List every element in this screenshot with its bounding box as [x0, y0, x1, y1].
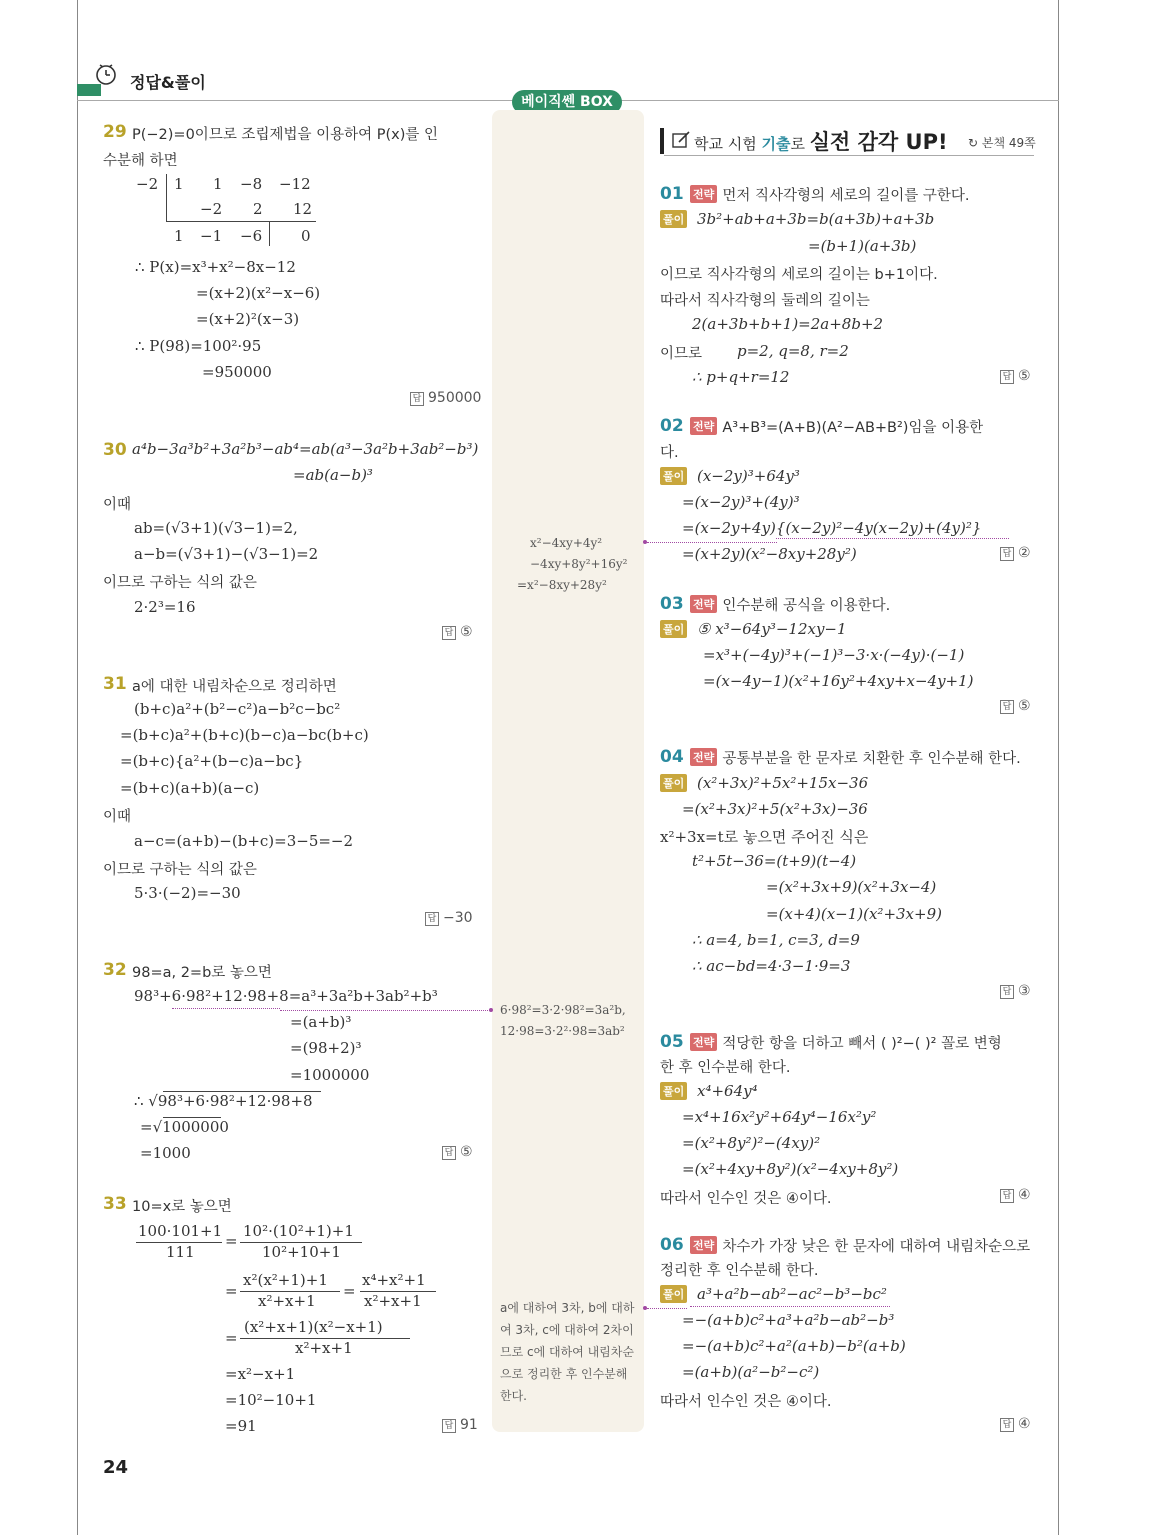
- q04-line5: =(x²+3x+9)(x²+3x−4): [766, 878, 937, 896]
- q01-line6b: p=2, q=8, r=2: [737, 342, 849, 360]
- q06-underline: [690, 1306, 890, 1307]
- q06-line4: =(a+b)(a²−b²−c²): [682, 1363, 820, 1381]
- sd-vline: [166, 174, 167, 222]
- q02-line2: =(x−2y)³+(4y)³: [682, 493, 800, 511]
- right-ref: [968, 134, 1036, 151]
- q33-frac3-den: x²+x+1: [258, 1292, 316, 1310]
- q33-line1: 10=x로 놓으면: [132, 1199, 232, 1215]
- left-margin-line: [77, 0, 78, 1535]
- strategy-tag: 전략: [690, 595, 717, 613]
- answer-marker: 답: [442, 626, 456, 640]
- box-note-4: 6·98²=3·2·98²=3a²b,: [500, 1003, 626, 1017]
- q29-line2: =(x+2)(x²−x−6): [196, 284, 321, 302]
- q02-underline: [776, 538, 1009, 539]
- q30-line6: 이므로 구하는 식의 값은: [103, 575, 257, 591]
- right-title-key: 기출: [761, 135, 791, 153]
- q30-line2: =ab(a−b)³: [293, 466, 373, 484]
- sd-r1c3: −8: [240, 175, 263, 193]
- q29-line4: ∴ P(98)=100²·95: [135, 337, 262, 355]
- solution-tag: 풀이: [660, 467, 687, 485]
- q05-line3: =(x²+8y²)²−(4xy)²: [682, 1134, 821, 1152]
- page-number: 24: [103, 1457, 129, 1478]
- q31-answer-value: −30: [443, 910, 473, 926]
- q03-sol-tag: [660, 620, 687, 639]
- q03-strategy: [690, 594, 890, 615]
- q33-line7: =10²−10+1: [225, 1391, 317, 1409]
- q32-line6: ∴ √98³+6·98²+12·98+8: [134, 1092, 313, 1110]
- q32-line8: =1000: [140, 1144, 191, 1162]
- sd-r3c2: −1: [200, 227, 223, 245]
- strategy-tag: 전략: [690, 1236, 717, 1254]
- q32-sqrt-bar2: [163, 1117, 221, 1118]
- box-note-1: x²−4xy+4y²: [530, 536, 603, 550]
- right-ref-text: 본책 49쪽: [981, 136, 1036, 150]
- q33-line6: =x²−x+1: [225, 1365, 296, 1383]
- q30-line3: 이때: [103, 497, 132, 513]
- q02-sol-tag: [660, 467, 687, 486]
- solution-tag: 풀이: [660, 1082, 687, 1100]
- q32-line1: 98=a, 2=b로 놓으면: [132, 965, 272, 981]
- q05-line1: x⁴+64y⁴: [697, 1082, 758, 1100]
- q33-number: 33: [103, 1194, 127, 1214]
- right-title-mid: 로: [790, 135, 810, 153]
- answer-marker: 답: [425, 912, 439, 926]
- answer-marker: 답: [442, 1146, 456, 1160]
- refresh-icon: ↻: [968, 136, 982, 150]
- q32-underline: [172, 1008, 280, 1009]
- q02-answer: [1000, 545, 1031, 561]
- q33-answer-value: 91: [460, 1417, 478, 1433]
- q01-line6: 이므로: [660, 346, 703, 362]
- answer-marker: 답: [410, 392, 424, 406]
- q04-line8: ∴ ac−bd=4·3−1·9=3: [692, 957, 851, 975]
- q01-line1: 3b²+ab+a+3b=b(a+3b)+a+3b: [697, 210, 935, 228]
- q05-strategy-text2: 한 후 인수분해 한다.: [660, 1060, 791, 1076]
- q33-frac2-den: 10²+10+1: [262, 1243, 341, 1261]
- q05-answer: [1000, 1187, 1031, 1203]
- sd-box-v: [269, 222, 270, 246]
- q32-line3: =(a+b)³: [290, 1013, 352, 1031]
- q06-strategy: [690, 1235, 1030, 1256]
- eq-sign: =: [225, 1329, 238, 1347]
- q30-answer-value: ⑤: [460, 624, 473, 640]
- q06-line1: a³+a²b−ab²−ac²−b³−bc²: [697, 1285, 887, 1303]
- clock-icon: [94, 62, 118, 90]
- strategy-tag: 전략: [690, 1033, 717, 1051]
- q03-line2: =x³+(−4y)³+(−1)³−3·x·(−4y)·(−1): [703, 646, 965, 664]
- q01-line7: ∴ p+q+r=12: [692, 368, 790, 386]
- answer-marker: 답: [1000, 700, 1014, 714]
- q02-line4: =(x+2y)(x²−8xy+28y²): [682, 545, 857, 563]
- box-label: 베이직쎈 BOX: [512, 90, 622, 114]
- q31-line3: =(b+c)a²+(b+c)(b−c)a−bc(b+c): [120, 726, 369, 744]
- q32-line4: =(98+2)³: [290, 1039, 362, 1057]
- solution-tag: 풀이: [660, 774, 687, 792]
- q31-number: 31: [103, 674, 127, 694]
- q03-line1: ⑤ x³−64y³−12xy−1: [697, 620, 847, 638]
- q02-strategy: [690, 416, 983, 437]
- q05-sol-tag: [660, 1082, 687, 1101]
- q04-line7: ∴ a=4, b=1, c=3, d=9: [692, 931, 860, 949]
- answer-marker: 답: [1000, 1418, 1014, 1432]
- q01-answer-value: ⑤: [1018, 368, 1031, 384]
- q01-line2: =(b+1)(a+3b): [808, 237, 917, 255]
- q06-strategy-text2: 정리한 후 인수분해 한다.: [660, 1263, 819, 1279]
- q31-line6: 이때: [103, 809, 132, 825]
- q06-line3: =−(a+b)c²+a²(a+b)−b²(a+b): [682, 1337, 906, 1355]
- right-title: [694, 126, 948, 156]
- q04-strategy: [690, 747, 1021, 768]
- q33-frac3-num: x²(x²+1)+1: [243, 1271, 328, 1289]
- q06-answer: [1000, 1416, 1031, 1432]
- q31-line1: a에 대한 내림차순으로 정리하면: [132, 679, 337, 695]
- q32-line7: =√1000000: [140, 1118, 229, 1136]
- sd-r2c2: −2: [200, 200, 223, 218]
- q01-number: 01: [660, 184, 684, 204]
- strategy-tag: 전략: [690, 417, 717, 435]
- box-note-leader: [647, 542, 777, 543]
- q04-answer-value: ③: [1018, 983, 1031, 999]
- q02-line3: =(x−2y+4y){(x−2y)²−4y(x−2y)+(4y)²}: [682, 519, 982, 537]
- q31-line8: 이므로 구하는 식의 값은: [103, 862, 257, 878]
- answer-marker: 답: [442, 1419, 456, 1433]
- strategy-tag: 전략: [690, 748, 717, 766]
- q33-frac5-num: (x²+x+1)(x²−x+1): [244, 1318, 383, 1336]
- q01-strategy-text: 먼저 직사각형의 세로의 길이를 구한다.: [722, 188, 970, 204]
- q31-answer: [425, 910, 473, 926]
- q02-number: 02: [660, 416, 684, 436]
- q33-frac2-num: 10²·(10²+1)+1: [243, 1222, 354, 1240]
- q02-strategy-text: A³+B³=(A+B)(A²−AB+B²)임을 이용한: [722, 420, 984, 436]
- right-margin-line: [1058, 0, 1059, 1535]
- q01-answer: [1000, 368, 1031, 384]
- q30-answer: [442, 624, 473, 640]
- box-note-6: a에 대하여 3차, b에 대하여 3차, c에 대하여 2차이므로 c에 대하여 내림차순으로 정리한 후 인수분해 한다.: [500, 1301, 635, 1403]
- sd-r1c4: −12: [279, 175, 311, 193]
- q33-frac4-num: x⁴+x²+1: [362, 1271, 426, 1289]
- q01-line4: 따라서 직사각형의 둘레의 길이는: [660, 293, 870, 309]
- q03-line3: =(x−4y−1)(x²+16y²+4xy+x−4y+1): [703, 672, 974, 690]
- right-title-bar: [660, 128, 664, 154]
- q05-line5: 따라서 인수인 것은 ④이다.: [660, 1191, 832, 1207]
- answer-marker: 답: [1000, 1189, 1014, 1203]
- right-title-rule: [664, 155, 1034, 156]
- q33-frac5-den: x²+x+1: [295, 1339, 353, 1357]
- box-note-3: =x²−8xy+28y²: [517, 578, 607, 592]
- q01-strategy: [690, 184, 970, 205]
- strategy-tag: 전략: [690, 185, 717, 203]
- q32-answer-value: ⑤: [460, 1144, 473, 1160]
- eq-sign: =: [225, 1232, 238, 1250]
- q32-answer: [442, 1144, 473, 1160]
- sd-r3c4: 0: [301, 227, 311, 245]
- q30-line7: 2·2³=16: [134, 598, 196, 616]
- q04-line3: x²+3x=t로 놓으면 주어진 식은: [660, 828, 869, 846]
- q06-line5: 따라서 인수인 것은 ④이다.: [660, 1394, 832, 1410]
- q31-line5: =(b+c)(a+b)(a−c): [120, 779, 260, 797]
- sd-root: −2: [136, 175, 159, 193]
- q02-strategy-text2: 다.: [660, 445, 679, 461]
- q05-strategy: [690, 1032, 1002, 1053]
- q33-line8: =91: [225, 1417, 257, 1435]
- sd-r3c1: 1: [174, 227, 184, 245]
- q29-intro: P(−2)=0이므로 조립제법을 이용하여 P(x)를 인: [132, 127, 438, 143]
- sd-r1c1: 1: [174, 175, 184, 193]
- q03-answer-value: ⑤: [1018, 698, 1031, 714]
- q04-number: 04: [660, 747, 684, 767]
- q06-line2: =−(a+b)c²+a³+a²b−ab²−b³: [682, 1311, 895, 1329]
- sd-r1c2: 1: [213, 175, 223, 193]
- q32-line5: =1000000: [290, 1066, 370, 1084]
- answer-marker: 답: [1000, 985, 1014, 999]
- q01-line3: 이므로 직사각형의 세로의 길이는 b+1이다.: [660, 267, 938, 283]
- q03-answer: [1000, 698, 1031, 714]
- sd-r3c3: −6: [240, 227, 263, 245]
- q30-line4: ab=(√3+1)(√3−1)=2,: [134, 519, 298, 537]
- q06-strategy-text: 차수가 가장 낮은 한 문자에 대하여 내림차순으로: [722, 1239, 1031, 1255]
- q29-line5: =950000: [202, 363, 272, 381]
- section-title: 정답&풀이: [130, 73, 206, 92]
- q06-number: 06: [660, 1235, 684, 1255]
- pencil-note-icon: [671, 130, 691, 154]
- solution-tag: 풀이: [660, 1285, 687, 1303]
- sd-r2c4: 12: [293, 200, 313, 218]
- sd-r2c3: 2: [253, 200, 263, 218]
- box-note-leader-2: [647, 1308, 687, 1309]
- q29-intro2: 수분해 하면: [103, 153, 178, 169]
- q04-line1: (x²+3x)²+5x²+15x−36: [697, 774, 869, 792]
- q29-line3: =(x+2)²(x−3): [196, 310, 300, 328]
- solution-tag: 풀이: [660, 210, 687, 228]
- q33-frac1-den: 111: [166, 1243, 195, 1261]
- q31-line4: =(b+c){a²+(b−c)a−bc}: [120, 752, 304, 770]
- q33-frac1-num: 100·101+1: [138, 1222, 223, 1240]
- q29-line1: ∴ P(x)=x³+x²−8x−12: [135, 258, 296, 276]
- q06-sol-tag: [660, 1285, 687, 1304]
- q03-number: 03: [660, 594, 684, 614]
- q31-line2: (b+c)a²+(b²−c²)a−b²c−bc²: [134, 700, 341, 718]
- q30-number: 30: [103, 440, 127, 460]
- box-note-5: 12·98=3·2²·98=3ab²: [500, 1024, 625, 1038]
- q04-line6: =(x+4)(x−1)(x²+3x+9): [766, 905, 942, 923]
- right-title-pre: 학교 시험: [694, 135, 762, 153]
- q04-line4: t²+5t−36=(t+9)(t−4): [692, 852, 857, 870]
- q32-leader: [280, 1010, 490, 1011]
- q05-strategy-text: 적당한 항을 더하고 빼서 ( )²−( )² 꼴로 변형: [722, 1036, 1002, 1052]
- q04-answer: [1000, 983, 1031, 999]
- solution-tag: 풀이: [660, 620, 687, 638]
- q01-sol-tag: [660, 210, 687, 229]
- q30-line5: a−b=(√3+1)−(√3−1)=2: [134, 545, 319, 563]
- q32-number: 32: [103, 960, 127, 980]
- q31-line9: 5·3·(−2)=−30: [134, 884, 241, 902]
- q32-line2: 98³+6·98²+12·98+8=a³+3a²b+3ab²+b³: [134, 987, 438, 1005]
- q05-answer-value: ④: [1018, 1187, 1031, 1203]
- q04-line2: =(x²+3x)²+5(x²+3x)−36: [682, 800, 868, 818]
- q04-sol-tag: [660, 774, 687, 793]
- q04-strategy-text: 공통부분을 한 문자로 치환한 후 인수분해 한다.: [722, 751, 1021, 767]
- answer-marker: 답: [1000, 370, 1014, 384]
- answer-marker: 답: [1000, 547, 1014, 561]
- q05-line2: =x⁴+16x²y²+64y⁴−16x²y²: [682, 1108, 877, 1126]
- eq-sign: =: [225, 1282, 238, 1300]
- q29-answer-value: 950000: [428, 390, 482, 406]
- basic-box-column: [492, 110, 644, 1432]
- q32-sqrt-bar: [163, 1091, 321, 1092]
- q02-answer-value: ②: [1018, 545, 1031, 561]
- q03-strategy-text: 인수분해 공식을 이용한다.: [722, 598, 891, 614]
- right-title-big: 실전 감각 UP!: [809, 130, 948, 154]
- box-note-2: −4xy+8y²+16y²: [530, 557, 628, 571]
- q05-number: 05: [660, 1032, 684, 1052]
- eq-sign: =: [343, 1282, 356, 1300]
- q01-line5: 2(a+3b+b+1)=2a+8b+2: [692, 315, 884, 333]
- q32-leader-dot: [489, 1008, 493, 1012]
- sd-hline: [166, 221, 316, 222]
- q02-line1: (x−2y)³+64y³: [697, 467, 800, 485]
- q06-answer-value: ④: [1018, 1416, 1031, 1432]
- q05-line4: =(x²+4xy+8y²)(x²−4xy+8y²): [682, 1160, 899, 1178]
- q31-line7: a−c=(a+b)−(b+c)=3−5=−2: [134, 832, 354, 850]
- q33-answer: [442, 1417, 478, 1433]
- q33-frac4-den: x²+x+1: [364, 1292, 422, 1310]
- q29-number: 29: [103, 122, 127, 142]
- q29-answer: [410, 390, 481, 406]
- q30-line1: a⁴b−3a³b²+3a²b³−ab⁴=ab(a³−3a²b+3ab²−b³): [132, 440, 479, 458]
